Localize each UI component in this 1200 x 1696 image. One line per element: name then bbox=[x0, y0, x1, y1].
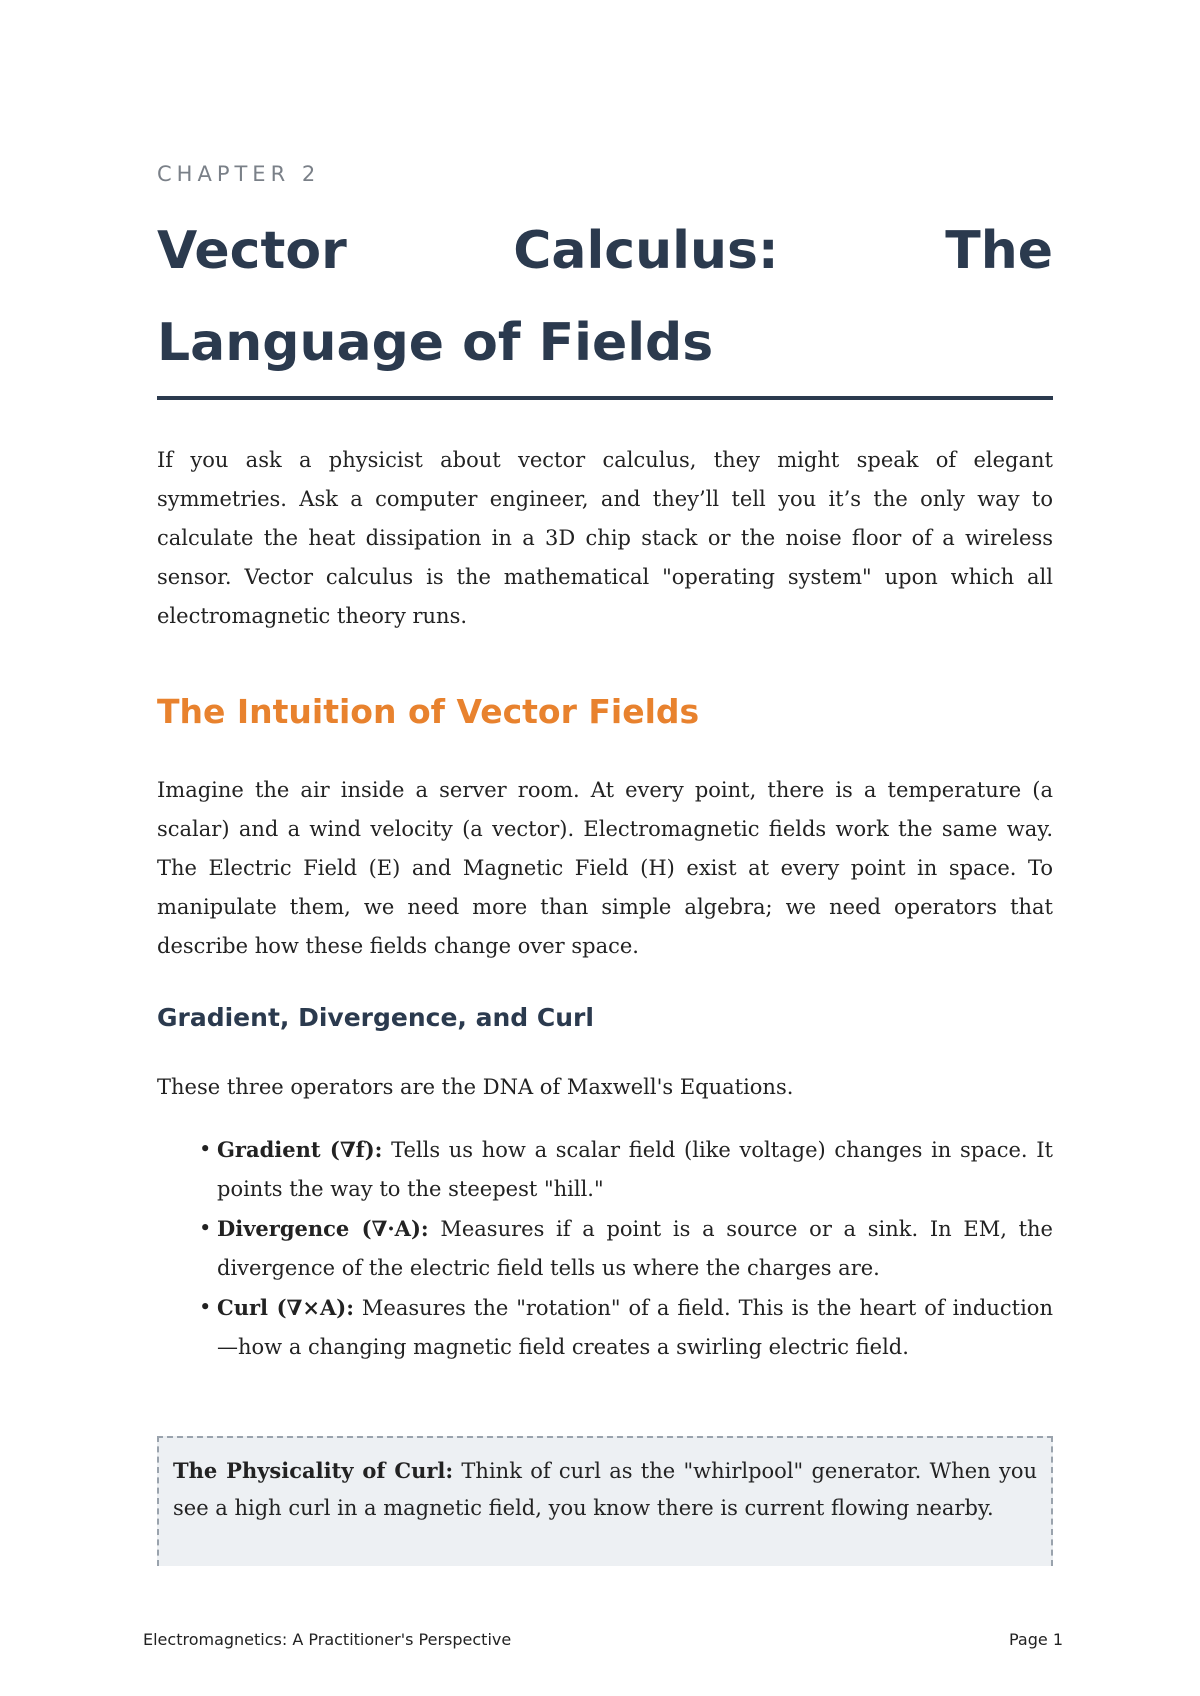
callout-body: Think of curl as the "whirlpool" generator. When you see a high curl in a magnetic field, you know there is current flowing nearby. bbox=[173, 1459, 1037, 1520]
bullet-icon: • bbox=[199, 1137, 212, 1161]
callout-text bbox=[159, 1438, 1051, 1527]
callout-box bbox=[157, 1436, 1053, 1566]
title-divider bbox=[157, 396, 1053, 400]
section-heading: The Intuition of Vector Fields bbox=[157, 692, 700, 731]
intro-paragraph: If you ask a physicist about vector calculus, they might speak of elegant symmetries. Ask a computer engineer, and they’ll tell you it’s the only way to calculate the heat dissipation in a 3D chip stack or the noise floor of a wireless sensor. Vector calculus is the mathematical "operating system" upon which all electromagnetic theory runs. bbox=[157, 448, 1053, 628]
footer-page-number: Page 1 bbox=[1009, 1630, 1063, 1649]
list-item bbox=[199, 1288, 1053, 1367]
chapter-label: CHAPTER 2 bbox=[157, 162, 321, 186]
bullet-icon: • bbox=[199, 1216, 212, 1240]
operator-list bbox=[199, 1130, 1053, 1367]
item-text: Measures the "rotation" of a field. This is the heart of induction—how a changing magnetic field creates a swirling electric field. bbox=[217, 1296, 1053, 1359]
item-text: Measures if a point is a source or a sink. In EM, the divergence of the electric field tells us where the charges are. bbox=[217, 1217, 1053, 1280]
list-item bbox=[199, 1130, 1053, 1209]
section-body: Imagine the air inside a server room. At every point, there is a temperature (a scalar) and a wind velocity (a vector). Electromagnetic fields work the same way. The Electric Field (E) and Magnetic Field (H) exist at every point in space. To manipulate them, we need more than simple algebra; we need operators that describe how these fields change over space. bbox=[157, 778, 1053, 958]
callout-term: The Physicality of Curl: bbox=[173, 1458, 454, 1483]
item-term: Gradient (∇f): bbox=[217, 1137, 383, 1162]
item-text: Tells us how a scalar field (like voltage) changes in space. It points the way to the steepest "hill." bbox=[217, 1138, 1053, 1201]
item-term: Curl (∇×A): bbox=[217, 1295, 354, 1320]
item-term: Divergence (∇·A): bbox=[217, 1216, 429, 1241]
footer-book-title: Electromagnetics: A Practitioner's Perspective bbox=[143, 1630, 512, 1649]
subsection-heading: Gradient, Divergence, and Curl bbox=[157, 1003, 594, 1032]
list-item bbox=[199, 1209, 1053, 1288]
subsection-lead: These three operators are the DNA of Maxwell's Equations. bbox=[157, 1075, 794, 1099]
bullet-icon: • bbox=[199, 1295, 212, 1319]
chapter-title: Vector Calculus: The Language of Fields bbox=[157, 221, 1053, 373]
